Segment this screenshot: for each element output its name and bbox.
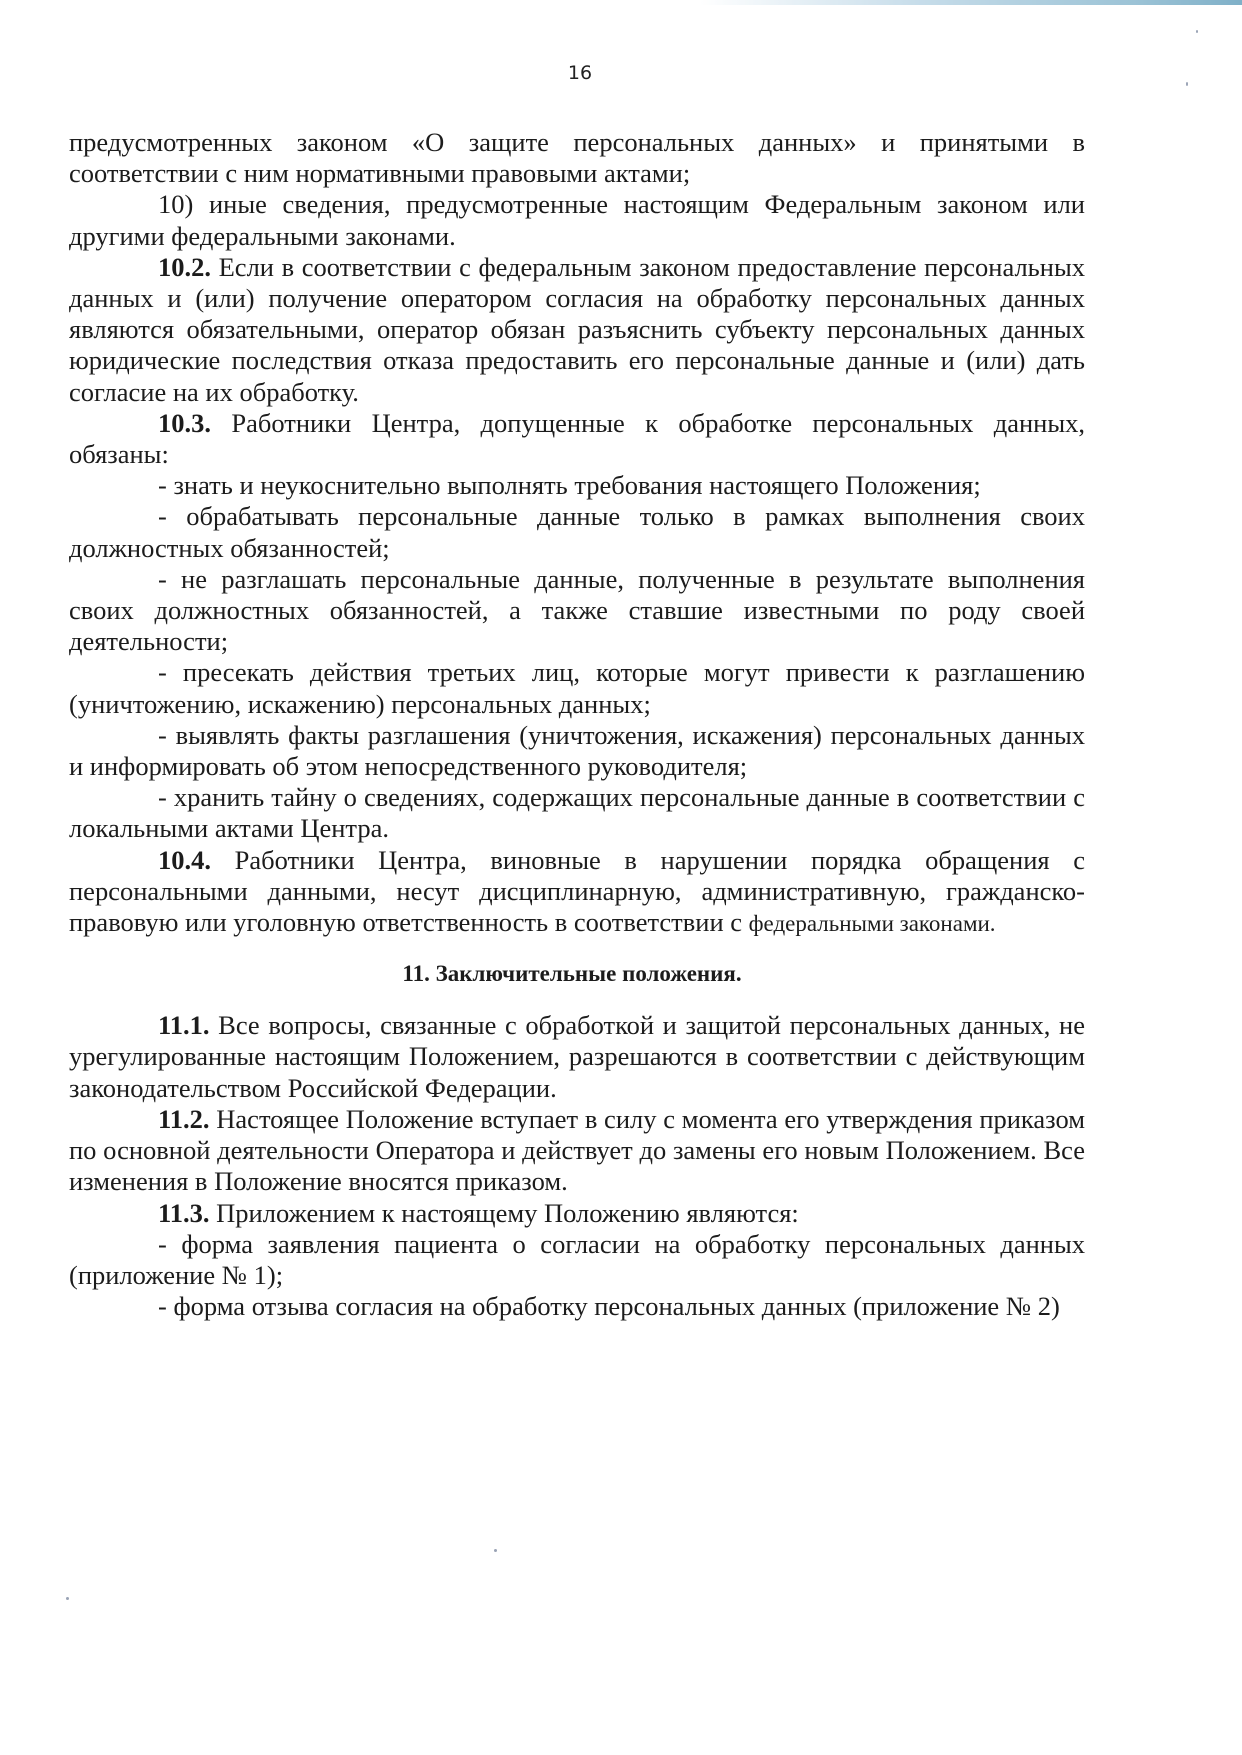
clause-number: 11.1. (158, 1010, 210, 1041)
clause-number: 11.2. (158, 1103, 210, 1134)
document-body (69, 127, 1085, 1322)
duty-item: - хранить тайну о сведениях, содержащих персональные данные в соответствии с локальными актами Центра. (69, 782, 1085, 844)
clause-tail-text: федеральными законами. (748, 911, 996, 937)
paragraph: предусмотренных законом «О защите персональных данных» и принятыми в соответствии с ним нормативными правовыми актами; (69, 127, 1085, 189)
clause-11-3: 11.3. Приложением к настоящему Положению являются: (158, 1197, 799, 1228)
duty-item: - пресекать действия третьих лиц, которые могут привести к разглашению (уничтожению, искажению) персональных данных; (69, 657, 1085, 719)
duty-item: - знать и неукоснительно выполнять требования настоящего Положения; (158, 470, 981, 501)
clause-10-3: 10.3. Работники Центра, допущенные к обработке персональных данных, обязаны: (69, 407, 1085, 470)
clause-10-4: 10.4. Работники Центра, виновные в нарушении порядка обращения с персональными данными, несут дисциплинарную, административную, гражданско-правовую или уголовную ответственность в соответствии с федеральными законами. (69, 844, 1085, 938)
clause-number: 10.3. (158, 407, 211, 438)
page-number: 16 (567, 62, 593, 84)
scan-speck (1186, 82, 1188, 86)
list-item-10: 10) иные сведения, предусмотренные настоящим Федеральным законом или другими федеральными законами. (69, 189, 1085, 251)
clause-number: 10.4. (158, 844, 211, 875)
appendix-item: - форма отзыва согласия на обработку персональных данных (приложение № 2) (158, 1291, 1060, 1322)
section-heading: 11. Заключительные положения. (402, 961, 742, 987)
clause-number: 10.2. (158, 251, 211, 282)
duty-item: - не разглашать персональные данные, полученные в результате выполнения своих должностных обязанностей, а также ставшие известными по роду своей деятельности; (69, 563, 1085, 657)
scan-edge-strip (700, 0, 1242, 5)
scan-speck (1196, 30, 1198, 33)
clause-number: 11.3. (158, 1197, 210, 1228)
scan-speck (66, 1597, 69, 1600)
clause-11-2: 11.2. Настоящее Положение вступает в силу с момента его утверждения приказом по основной деятельности Оператора и действует до замены его новым Положением. Все изменения в Положение вносятся приказом. (69, 1103, 1085, 1197)
clause-11-1: 11.1. Все вопросы, связанные с обработкой и защитой персональных данных, не урегулированные настоящим Положением, разрешаются в соответствии с действующим законодательством Российской Федерации. (69, 1010, 1085, 1103)
duty-item: - обрабатывать персональные данные только в рамках выполнения своих должностных обязанностей; (69, 501, 1085, 563)
duty-item: - выявлять факты разглашения (уничтожения, искажения) персональных данных и информировать об этом непосредственного руководителя; (69, 719, 1085, 782)
clause-10-2: 10.2. Если в соответствии с федеральным законом предоставление персональных данных и (или) получение оператором согласия на обработку персональных данных являются обязательными, оператор обязан разъяснить субъекту персональных данных юридические последствия отказа предоставить его персональные данные и (или) дать согласие на их обработку. (69, 251, 1085, 407)
appendix-item: - форма заявления пациента о согласии на обработку персональных данных (приложение № 1); (69, 1228, 1085, 1290)
scan-speck (494, 1549, 497, 1552)
